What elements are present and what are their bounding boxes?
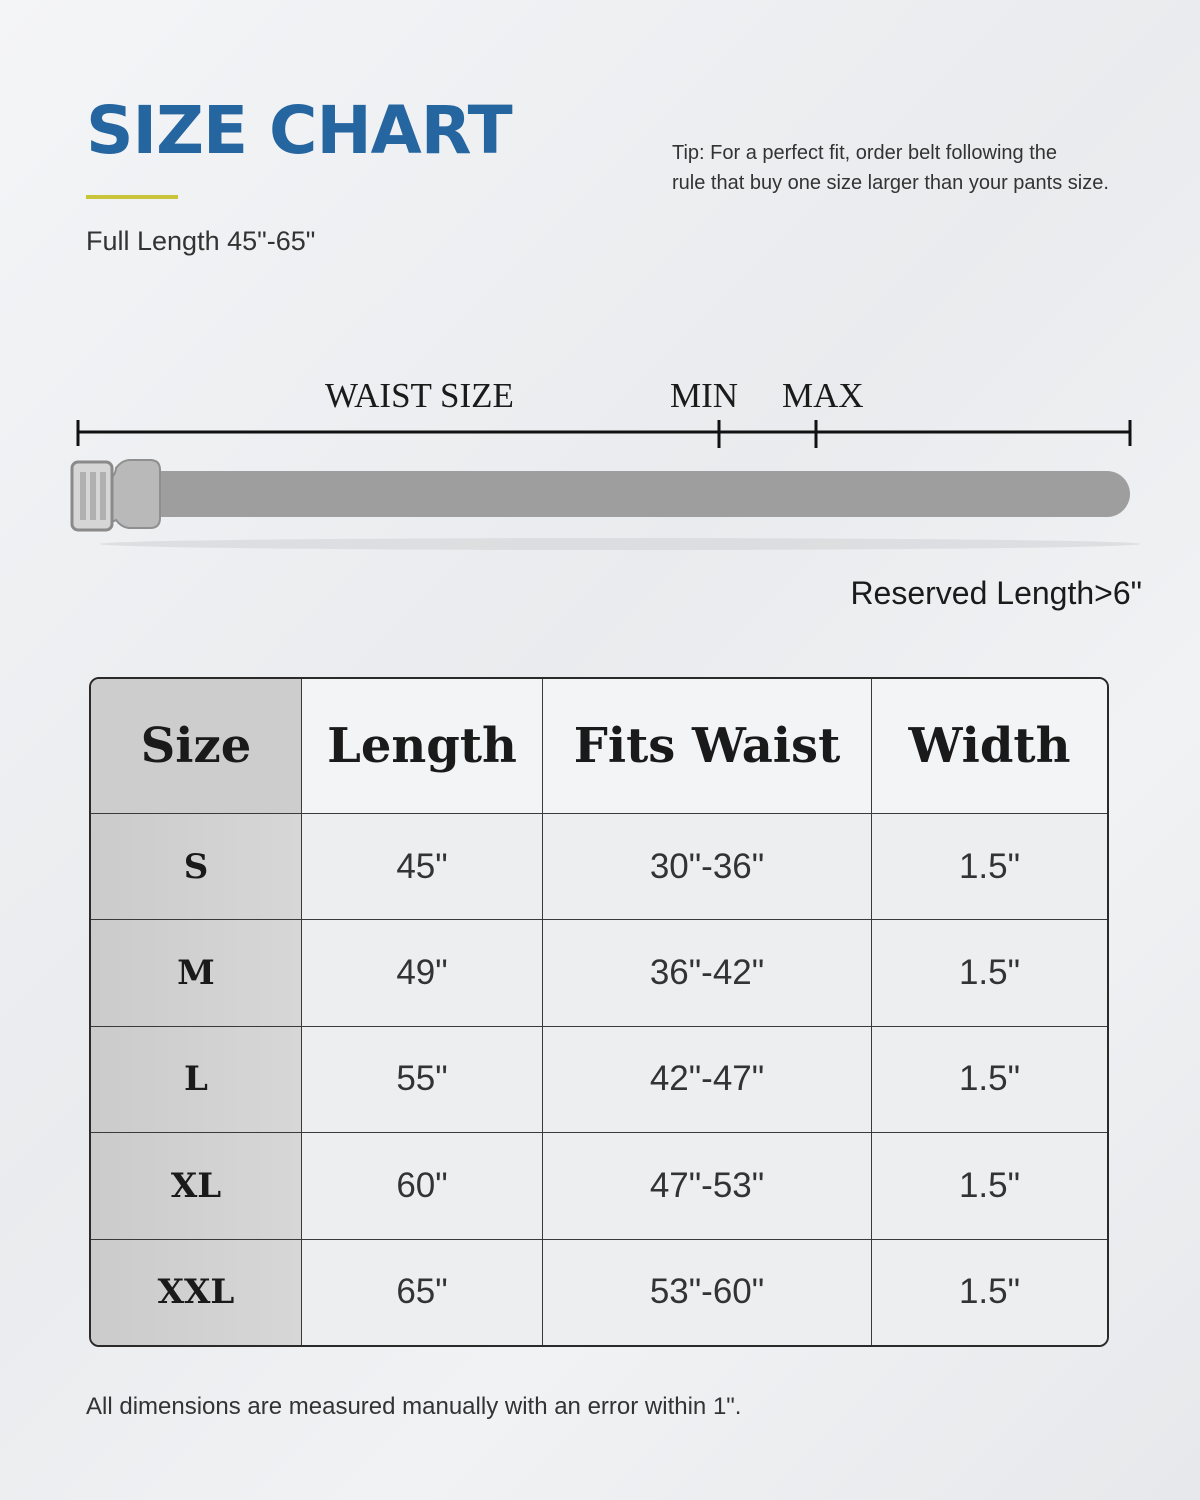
waist-size-label: WAIST SIZE bbox=[325, 376, 514, 415]
waist-cell: 47"-53" bbox=[543, 1133, 872, 1239]
measurement-footnote: All dimensions are measured manually with an error within 1". bbox=[86, 1393, 742, 1420]
size-cell: XL bbox=[91, 1133, 302, 1239]
waist-cell: 30"-36" bbox=[543, 814, 872, 920]
header-length: Length bbox=[302, 679, 543, 814]
table-row bbox=[91, 920, 1107, 1026]
width-cell: 1.5" bbox=[872, 1027, 1107, 1133]
length-cell: 49" bbox=[302, 920, 543, 1026]
header-fits-waist: Fits Waist bbox=[543, 679, 872, 814]
header-size: Size bbox=[91, 679, 302, 814]
waist-cell: 36"-42" bbox=[543, 920, 872, 1026]
width-cell: 1.5" bbox=[872, 1133, 1107, 1239]
size-cell: S bbox=[91, 814, 302, 920]
fit-tip-line-2: rule that buy one size larger than your pants size. bbox=[672, 172, 1109, 194]
width-cell: 1.5" bbox=[872, 1240, 1107, 1345]
min-label: MIN bbox=[670, 376, 739, 415]
width-cell: 1.5" bbox=[872, 920, 1107, 1026]
belt-diagram bbox=[60, 410, 1150, 570]
belt-strap bbox=[140, 471, 1130, 517]
max-label: MAX bbox=[782, 376, 864, 415]
table-row bbox=[91, 1240, 1107, 1345]
table-row bbox=[91, 814, 1107, 920]
reserved-length-label: Reserved Length>6" bbox=[850, 575, 1142, 611]
table-row bbox=[91, 1027, 1107, 1133]
table-row bbox=[91, 1133, 1107, 1239]
fit-tip-line-1: Tip: For a perfect fit, order belt following the bbox=[672, 142, 1057, 164]
header-width: Width bbox=[872, 679, 1107, 814]
waist-cell: 53"-60" bbox=[543, 1240, 872, 1345]
belt-shadow bbox=[100, 538, 1140, 550]
width-cell: 1.5" bbox=[872, 814, 1107, 920]
size-cell: L bbox=[91, 1027, 302, 1133]
length-cell: 45" bbox=[302, 814, 543, 920]
measure-line bbox=[78, 420, 1130, 448]
page-title: SIZE CHART bbox=[86, 92, 512, 169]
title-accent-bar bbox=[86, 195, 178, 199]
buckle-icon bbox=[72, 460, 160, 530]
length-cell: 65" bbox=[302, 1240, 543, 1345]
table-header-row bbox=[91, 679, 1107, 814]
length-cell: 60" bbox=[302, 1133, 543, 1239]
size-cell: M bbox=[91, 920, 302, 1026]
waist-cell: 42"-47" bbox=[543, 1027, 872, 1133]
fit-tip bbox=[672, 138, 1172, 198]
length-cell: 55" bbox=[302, 1027, 543, 1133]
size-cell: XXL bbox=[91, 1240, 302, 1345]
full-length-label: Full Length 45"-65" bbox=[86, 226, 316, 256]
size-table bbox=[89, 677, 1109, 1347]
